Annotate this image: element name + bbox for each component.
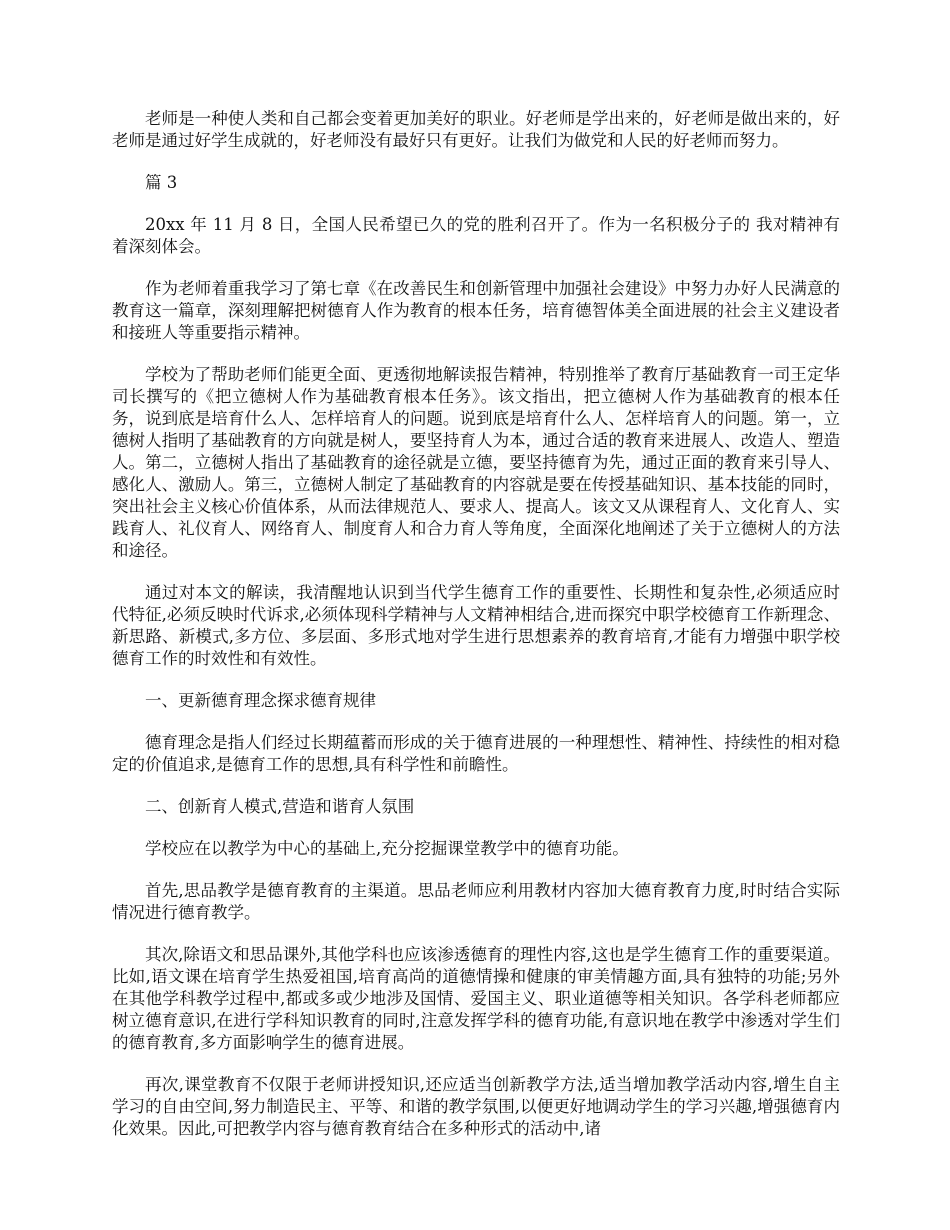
- paragraph-1: 老师是一种使人类和自己都会变着更加美好的职业。好老师是学出来的，好老师是做出来的，好老师是通过好学生成就的，好老师没有最好只有更好。让我们为做党和人民的好老师而努力。: [112, 109, 840, 150]
- paragraph-6: 德育理念是指人们经过长期蕴蓄而形成的关于德育进展的一种理想性、精神性、持续性的相对稳定的价值追求,是德育工作的思想,具有科学性和前瞻性。: [112, 733, 840, 774]
- paragraph-5: 通过对本文的解读，我清醒地认识到当代学生德育工作的重要性、长期性和复杂性,必须适应时代特征,必须反映时代诉求,必须体现科学精神与人文精神相结合,进而探究中职学校德育工作新理念、新思路、新模式,多方位、多层面、多形式地对学生进行思想素养的教育培育,才能有力增强中职学校德育工作的时效性和有效性。: [112, 583, 840, 668]
- section-heading-2: 二、创新育人模式,营造和谐育人氛围: [145, 797, 415, 816]
- section-title-pian-3: 篇 3: [145, 173, 178, 192]
- paragraph-2: 20xx 年 11 月 8 日，全国人民希望已久的党的胜利召开了。作为一名积极分子的 我对精神有着深刻体会。: [112, 215, 840, 256]
- paragraph-10: 再次,课堂教育不仅限于老师讲授知识,还应适当创新教学方法,适当增加教学活动内容,增生自主学习的自由空间,努力制造民主、平等、和谐的教学氛围,以便更好地调动学生的学习兴趣,增强德育内化效果。因此,可把教学内容与德育教育结合在多种形式的活动中,诸: [112, 1075, 840, 1138]
- paragraph-9: 其次,除语文和思品课外,其他学科也应该渗透德育的理性内容,这也是学生德育工作的重要渠道。比如,语文课在培育学生热爱祖国,培育高尚的道德情操和健康的审美情趣方面,具有独特的功能;另外在其他学科教学过程中,都或多或少地涉及国情、爱国主义、职业道德等相关知识。各学科老师都应树立德育意识,在进行学科知识教育的同时,注意发挥学科的德育功能,有意识地在教学中渗透对学生们的德育教育,多方面影响学生的德育进展。: [112, 945, 840, 1052]
- document-body: [112, 108, 840, 1160]
- paragraph-8: 首先,思品教学是德育教育的主渠道。思品老师应利用教材内容加大德育教育力度,时时结合实际情况进行德育教学。: [112, 881, 840, 922]
- section-heading-1: 一、更新德育理念探求德育规律: [145, 691, 376, 710]
- paragraph-7: 学校应在以教学为中心的基础上,充分挖掘课堂教学中的德育功能。: [145, 839, 629, 858]
- paragraph-4: 学校为了帮助老师们能更全面、更透彻地解读报告精神，特别推举了教育厅基础教育一司王定华司长撰写的《把立德树人作为基础教育根本任务》。该文指出，把立德树人作为基础教育的根本任务，说到底是培育什么人、怎样培育人的问题。说到底是培育什么人、怎样培育人的问题。第一，立德树人指明了基础教育的方向就是树人，要坚持育人为本，通过合适的教育来进展人、改造人、塑造人。第二，立德树人指出了基础教育的途径就是立德，要坚持德育为先，通过正面的教育来引导人、感化人、激励人。第三，立德树人制定了基础教育的内容就是要在传授基础知识、基本技能的同时，突出社会主义核心价值体系，从而法律规范人、要求人、提高人。该文又从课程育人、文化育人、实践育人、礼仪育人、网络育人、制度育人和合力育人等角度，全面深化地阐述了关于立德树人的方法和途径。: [112, 365, 840, 560]
- paragraph-3: 作为老师着重我学习了第七章《在改善民生和创新管理中加强社会建设》中努力办好人民满意的教育这一篇章，深刻理解把树德育人作为教育的根本任务，培育德智体美全面进展的社会主义建设者和接班人等重要指示精神。: [112, 279, 840, 342]
